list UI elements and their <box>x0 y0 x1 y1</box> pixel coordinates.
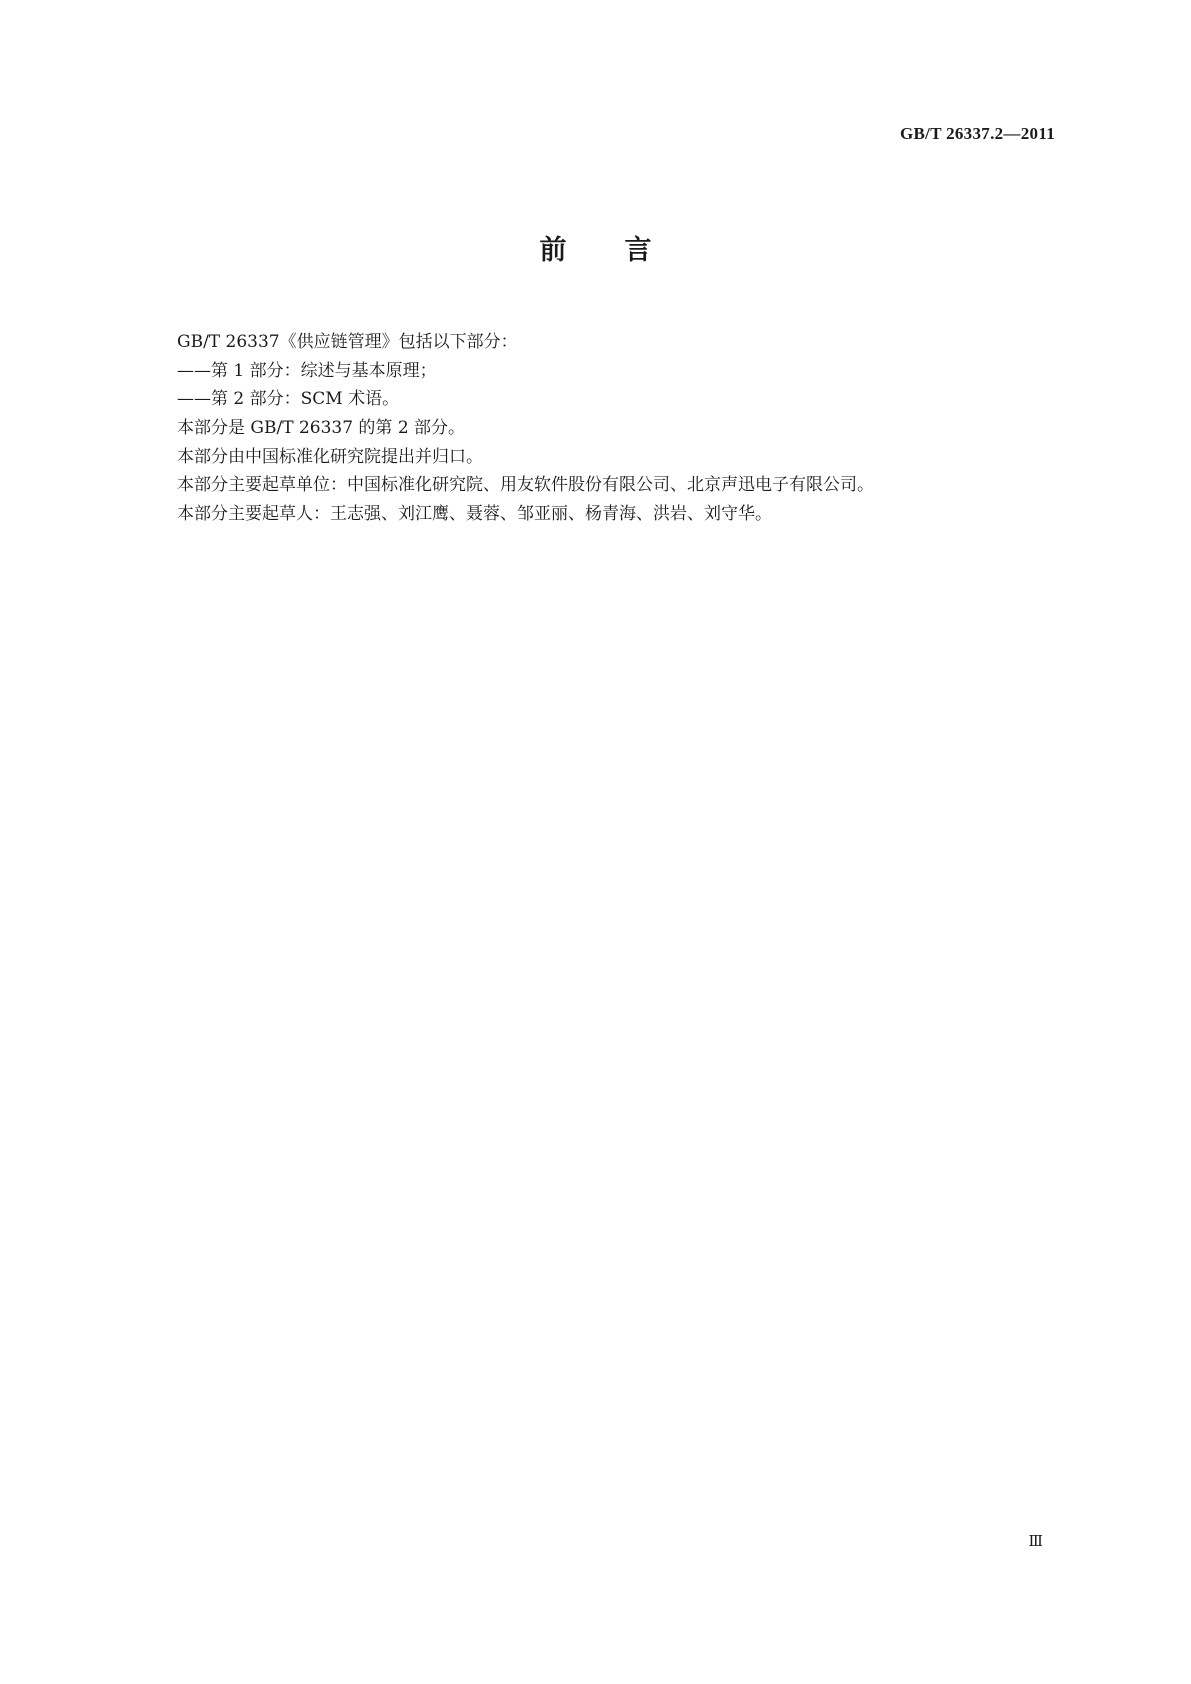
drafters: 本部分主要起草人：王志强、刘江鹰、聂蓉、邹亚丽、杨青海、洪岩、刘守华。 <box>177 504 772 525</box>
page-number: Ⅲ <box>1028 1534 1043 1550</box>
part-list-item: ——第 2 部分：SCM 术语。 <box>177 389 400 410</box>
page-title: 前言 <box>539 235 710 266</box>
foreword-body <box>177 328 1057 529</box>
standard-number: GB/T 26337.2—2011 <box>900 124 1055 143</box>
proposer-statement: 本部分由中国标准化研究院提出并归口。 <box>177 446 483 467</box>
part-list-item: ——第 1 部分：综述与基本原理； <box>177 360 437 381</box>
part-statement: 本部分是 GB/T 26337 的第 2 部分。 <box>177 418 466 439</box>
drafting-units: 本部分主要起草单位：中国标准化研究院、用友软件股份有限公司、北京声迅电子有限公司。 <box>177 475 874 496</box>
intro-paragraph: GB/T 26337《供应链管理》包括以下部分： <box>177 332 518 352</box>
